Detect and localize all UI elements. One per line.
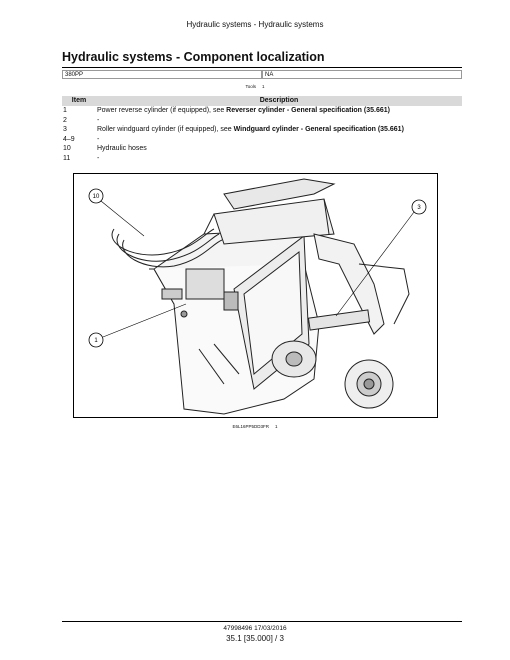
svg-text:3: 3 — [417, 205, 421, 211]
market-cell: NA — [262, 70, 462, 79]
item-number: 10 — [63, 145, 71, 152]
running-header: Hydraulic systems - Hydraulic systems — [186, 20, 324, 29]
item-description: - — [97, 116, 100, 124]
svg-text:10: 10 — [92, 194, 100, 200]
header-description: Description — [259, 97, 299, 104]
item-number: 4–9 — [63, 135, 75, 143]
callout-1 — [89, 304, 186, 347]
document-code: 47998496 17/03/2016 — [223, 625, 287, 632]
table-row — [62, 116, 462, 126]
table-row — [62, 135, 462, 145]
item-description: - — [97, 135, 100, 143]
tools-label — [0, 84, 510, 89]
item-number: 11 — [63, 154, 71, 162]
footer-rule — [62, 621, 462, 622]
figure-code: E6L16PP5DD3FR — [232, 424, 269, 429]
table-row — [62, 106, 462, 116]
item-number: 3 — [63, 126, 67, 133]
item-number: 1 — [63, 107, 67, 114]
item-description: Hydraulic hoses — [97, 145, 147, 152]
spec-link[interactable]: Windguard cylinder - General specification (35.661) — [233, 126, 404, 133]
title-rule — [62, 67, 462, 68]
model-row — [62, 70, 462, 79]
tools-number: 1 — [262, 84, 265, 89]
figure-caption — [0, 424, 510, 429]
callout-10 — [89, 189, 144, 236]
tools-text: Tools — [245, 84, 256, 89]
figure-number: 1 — [275, 424, 278, 429]
page-number: 35.1 [35.000] / 3 — [226, 634, 284, 643]
table-row — [62, 125, 462, 135]
table-row — [62, 144, 462, 154]
model-cell: 380PP — [62, 70, 262, 79]
svg-text:1: 1 — [94, 338, 98, 344]
table-row — [62, 154, 462, 164]
header-item: Item — [71, 97, 87, 104]
spec-link[interactable]: Reverser cylinder - General specification (35.661) — [226, 107, 390, 114]
items-table — [62, 96, 462, 163]
item-description: Power reverse cylinder (if equipped), see Reverser cylinder - General specification (35.661) — [97, 107, 390, 114]
item-number: 2 — [63, 116, 67, 124]
machine-drawing — [74, 174, 437, 417]
page-title: Hydraulic systems - Component localization — [62, 50, 325, 64]
item-description: Roller windguard cylinder (if equipped), see Windguard cylinder - General specification (35.661) — [97, 126, 404, 133]
machine-illustration — [73, 173, 438, 418]
item-description: - — [97, 154, 100, 162]
table-header — [62, 96, 462, 106]
